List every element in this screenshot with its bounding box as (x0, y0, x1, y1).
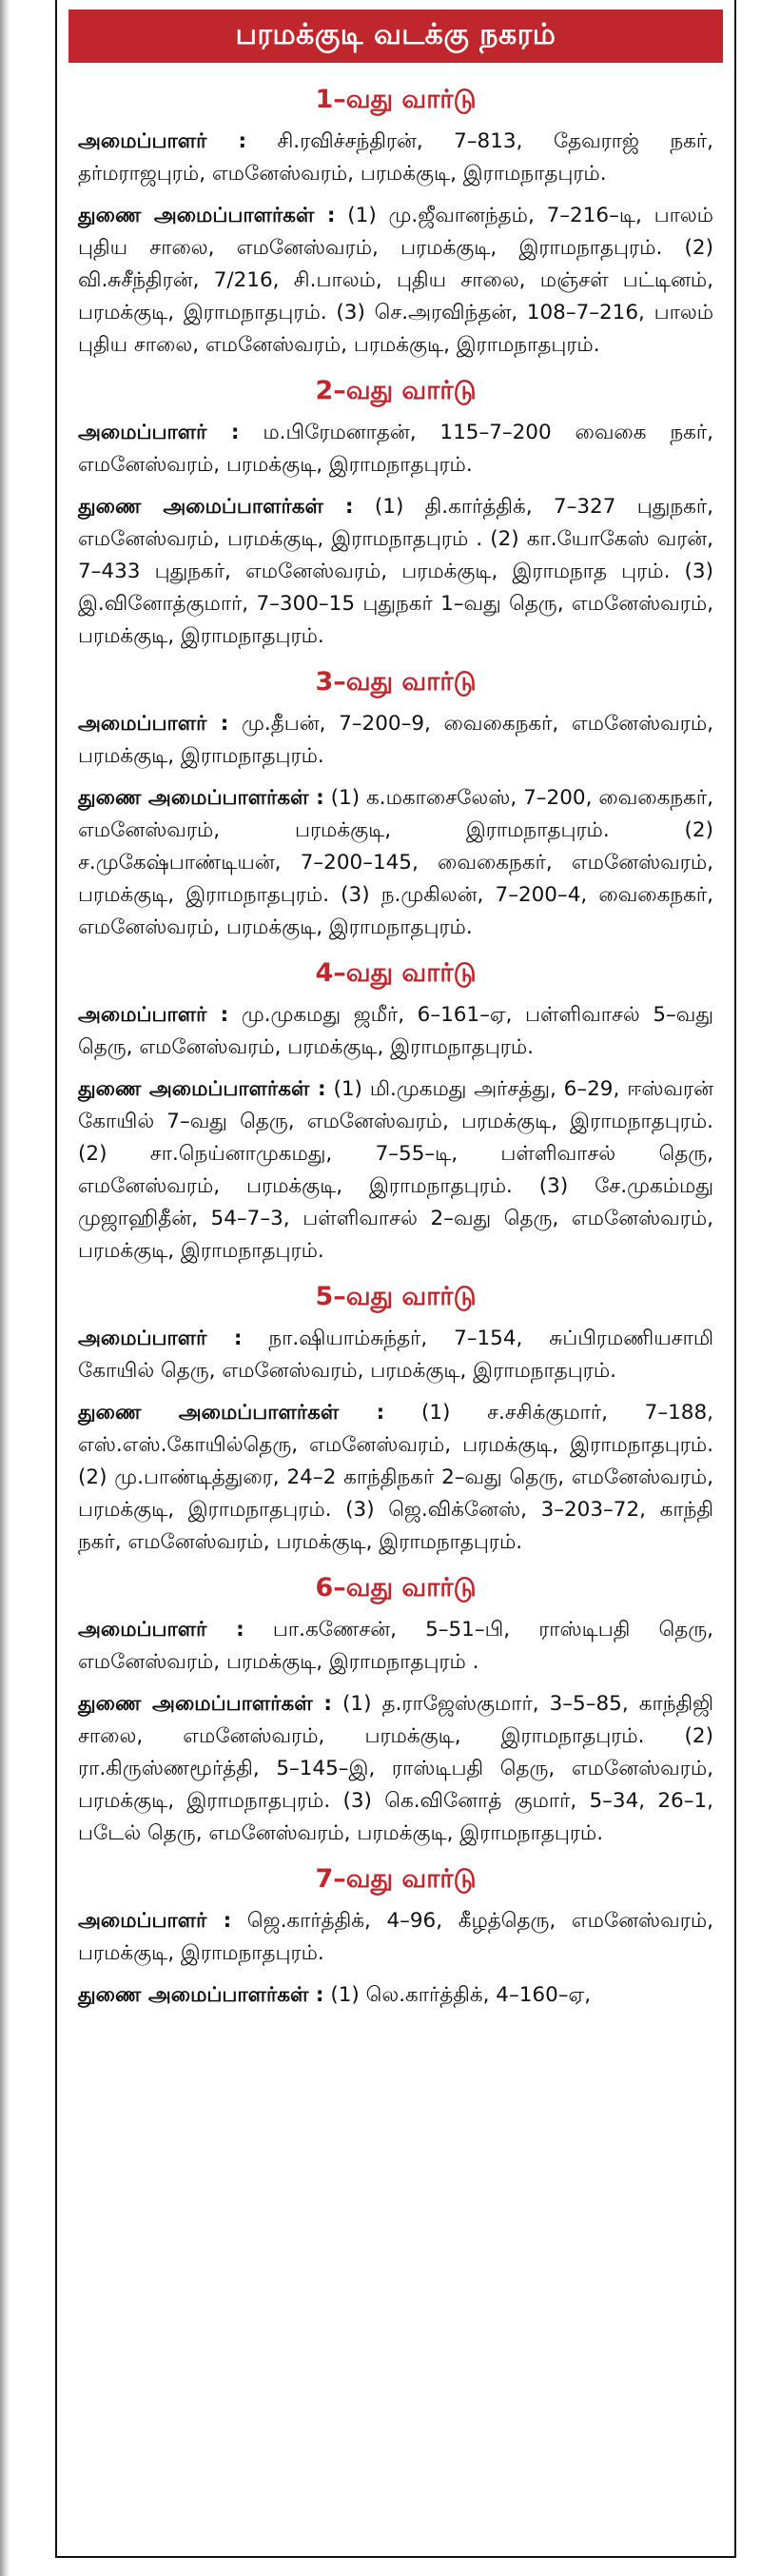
organizer-text: சி.ரவிச்சந்திரன், 7–813, தேவராஜ் நகர், தர்மராஜபுரம், எமனேஸ்வரம், பரமக்குடி, இராமநாதபுரம். (78, 129, 713, 186)
deputies-text: (1) க.மகாசைலேஸ், 7–200, வைகைநகர், எமனேஸ்வரம், பரமக்குடி, இராமநாதபுரம். (2) ச.முகேஷ்பாண்டியன், 7–200–145, வைகைநகர், எமனேஸ்வரம், பரமக்குடி, இராமநாதபுரம். (3) ந.முகிலன், 7–200–4, வைகைநகர், எமனேஸ்வரம், பரமக்குடி, இராமநாதபுரம். (78, 786, 713, 939)
ward-1 (78, 84, 713, 362)
organizer-label: அமைப்பாளர் : (78, 421, 240, 444)
organizer-label: அமைப்பாளர் : (78, 129, 247, 153)
organizer-text: ஜெ.கார்த்திக், 4–96, கீழத்தெரு, எமனேஸ்வரம், பரமக்குடி, இராமநாதபுரம். (78, 1909, 713, 1965)
deputies-entry (78, 200, 713, 362)
organizer-entry (78, 417, 713, 482)
deputies-entry (78, 1397, 713, 1559)
deputies-text: (1) மி.முகமது அர்சத்து, 6–29, ஈஸ்வரன் கோயில் 7–வது தெரு, எமனேஸ்வரம், பரமக்குடி, இராமநாதபுரம். (2) சா.நெய்னாமுகமது, 7–55–டி, பள்ளிவாசல் தெரு, எமனேஸ்வரம், பரமக்குடி, இராமநாதபுரம். (3) சே.முகம்மது முஜாஹிதீன், 54–7–3, பள்ளிவாசல் 2–வது தெரு, எமனேஸ்வரம், பரமக்குடி, இராமநாதபுரம். (78, 1077, 713, 1263)
organizer-entry (78, 126, 713, 190)
organizer-entry (78, 708, 713, 773)
deputies-label: துணை அமைப்பாளர்கள் : (78, 1401, 385, 1425)
deputies-text: (1) த.ராஜேஸ்குமார், 3–5–85, காந்திஜி சாலை, எமனேஸ்வரம், பரமக்குடி, இராமநாதபுரம். (2) ரா.கிருஸ்ணமூர்த்தி, 5–145–இ, ராஸ்டிபதி தெரு, எமனேஸ்வரம், பரமக்குடி, இராமநாதபுரம். (3) கெ.வினோத் குமார், 5–34, 26–1, படேல் தெரு, எமனேஸ்வரம், பரமக்குடி, இராமநாதபுரம். (78, 1692, 713, 1845)
ward-heading: 5–வது வார்டு (315, 1282, 477, 1311)
organizer-entry (78, 999, 713, 1064)
deputies-entry (78, 491, 713, 653)
organizer-label: அமைப்பாளர் : (78, 1909, 232, 1933)
ward-heading: 2–வது வார்டு (315, 376, 477, 405)
ward-3 (78, 666, 713, 944)
deputies-label: துணை அமைப்பாளர்கள் : (78, 1692, 332, 1716)
organizer-text: மு.தீபன், 7–200–9, வைகைநகர், எமனேஸ்வரம், பரமக்குடி, இராமநாதபுரம். (78, 712, 713, 768)
deputies-text: (1) ச.சசிக்குமார், 7–188, எஸ்.எஸ்.கோயில்தெரு, எமனேஸ்வரம், பரமக்குடி, இராமநாதபுரம். (2) மு.பாண்டித்துரை, 24–2 காந்திநகர் 2–வது தெரு, எமனேஸ்வரம், பரமக்குடி, இராமநாதபுரம். (3) ஜெ.விக்னேஸ், 3–203–72, காந்தி நகர், எமனேஸ்வரம், பரமக்குடி, இராமநாதபுரம். (78, 1401, 713, 1554)
deputies-entry (78, 1979, 713, 2012)
deputies-label: துணை அமைப்பாளர்கள் : (78, 1077, 326, 1101)
ward-6 (78, 1572, 713, 1850)
ward-2 (78, 375, 713, 653)
ward-heading: 3–வது வார்டு (315, 667, 477, 697)
banner-title: பரமக்குடி வடக்கு நகரம் (235, 17, 556, 51)
ward-heading: 6–வது வார்டு (315, 1573, 477, 1603)
article-column (55, 0, 736, 2558)
organizer-entry (78, 1323, 713, 1387)
deputies-text: (1) லெ.கார்த்திக், 4–160–ஏ, (330, 1983, 592, 2007)
deputies-entry (78, 1688, 713, 1850)
deputies-text: (1) மு.ஜீவானந்தம், 7–216–டி, பாலம் புதிய சாலை, எமனேஸ்வரம், பரமக்குடி, இராமநாதபுரம். (2) வி.சுசீந்திரன், 7/216, சி.பாலம், புதிய சாலை, மஞ்சள் பட்டினம், பரமக்குடி, இராமநாதபுரம். (3) செ.அரவிந்தன், 108–7–216, பாலம் புதிய சாலை, எமனேஸ்வரம், பரமக்குடி, இராமநாதபுரம். (78, 204, 713, 357)
organizer-text: ம.பிரேமனாதன், 115–7–200 வைகை நகர், எமனேஸ்வரம், பரமக்குடி, இராமநாதபுரம். (78, 421, 713, 477)
deputies-entry (78, 1073, 713, 1268)
organizer-entry (78, 1905, 713, 1970)
deputies-label: துணை அமைப்பாளர்கள் : (78, 1983, 324, 2007)
organizer-text: பா.கணேசன், 5–51–பி, ராஸ்டிபதி தெரு, எமனேஸ்வரம், பரமக்குடி, இராமநாதபுரம் . (78, 1618, 713, 1674)
ward-heading: 7–வது வார்டு (315, 1864, 477, 1894)
organizer-label: அமைப்பாளர் : (78, 1003, 229, 1027)
deputies-label: துணை அமைப்பாளர்கள் : (78, 786, 324, 810)
top-strip (57, 0, 734, 10)
deputies-label: துணை அமைப்பாளர்கள் : (78, 204, 336, 227)
section-banner (68, 10, 723, 63)
organizer-label: அமைப்பாளர் : (78, 712, 229, 736)
ward-7 (78, 1863, 713, 2012)
organizer-entry (78, 1614, 713, 1679)
deputies-label: துணை அமைப்பாளர்கள் : (78, 495, 354, 519)
ward-heading: 4–வது வார்டு (315, 958, 477, 988)
ward-4 (78, 957, 713, 1268)
organizer-label: அமைப்பாளர் : (78, 1618, 244, 1642)
deputies-entry (78, 782, 713, 944)
organizer-text: நா.ஷியாம்சுந்தர், 7–154, சுப்பிரமணியசாமி கோயில் தெரு, எமனேஸ்வரம், பரமக்குடி, இராமநாதபுரம். (78, 1327, 713, 1383)
ward-heading: 1–வது வார்டு (315, 85, 477, 114)
ward-list (57, 63, 734, 2012)
deputies-text: (1) தி.கார்த்திக், 7–327 புதுநகர், எமனேஸ்வரம், பரமக்குடி, இராமநாதபுரம் . (2) கா.யோகேஸ் வரன், 7–433 புதுநகர், எமனேஸ்வரம், பரமக்குடி, இராமநாத புரம். (3) இ.வினோத்குமார், 7–300–15 புதுநகர் 1–வது தெரு, எமனேஸ்வரம், பரமக்குடி, இராமநாதபுரம். (78, 495, 713, 648)
organizer-text: மு.முகமது ஜமீர், 6–161–ஏ, பள்ளிவாசல் 5–வது தெரு, எமனேஸ்வரம், பரமக்குடி, இராமநாதபுரம். (78, 1003, 713, 1059)
ward-5 (78, 1281, 713, 1559)
page-edge-shadow (0, 0, 10, 2576)
organizer-label: அமைப்பாளர் : (78, 1327, 243, 1350)
